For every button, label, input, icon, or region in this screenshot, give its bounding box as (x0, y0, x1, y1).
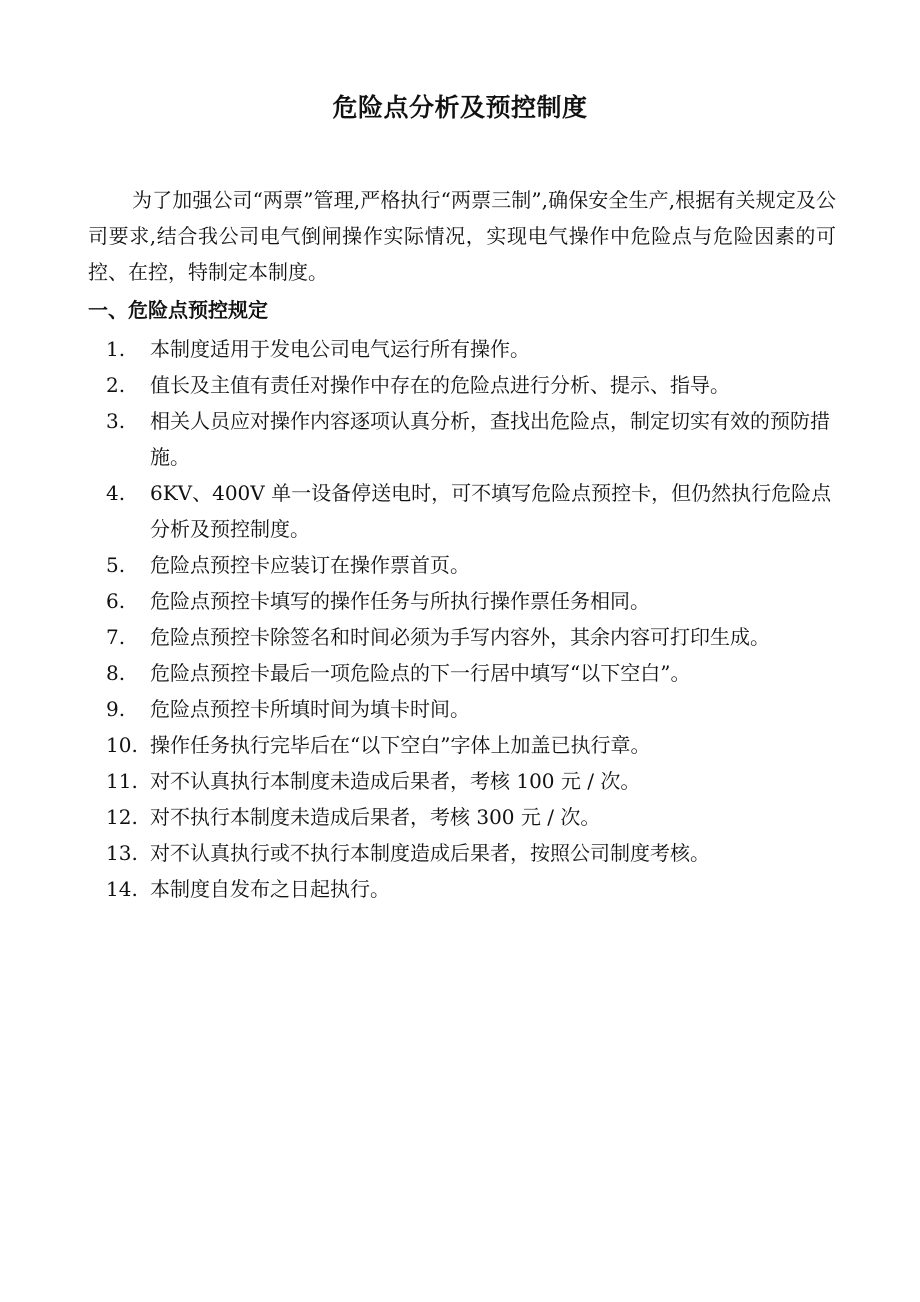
item-text: 危险点预控卡填写的操作任务与所执行操作票任务相同。 (150, 589, 650, 613)
item-number: 1. (106, 337, 126, 361)
list-item (88, 799, 836, 835)
item-text: 危险点预控卡除签名和时间必须为手写内容外，其余内容可打印生成。 (150, 625, 770, 649)
list-item (88, 691, 836, 727)
item-text: 危险点预控卡所填时间为填卡时间。 (150, 697, 470, 721)
document-title: 危险点分析及预控制度 (332, 93, 588, 122)
item-text: 本制度适用于发电公司电气运行所有操作。 (150, 337, 530, 361)
item-number: 14. (106, 877, 138, 901)
item-text: 6KV、400V 单一设备停送电时，可不填写危险点预控卡，但仍然执行危险点分析及预控制度。 (150, 481, 832, 541)
item-text: 对不认真执行或不执行本制度造成后果者，按照公司制度考核。 (150, 841, 710, 865)
item-number: 8. (106, 661, 126, 685)
list-item (88, 619, 836, 655)
item-number: 10. (106, 733, 138, 757)
item-text: 本制度自发布之日起执行。 (150, 877, 390, 901)
list-item (88, 403, 836, 475)
list-item (88, 367, 836, 403)
item-number: 7. (106, 625, 126, 649)
list-item (88, 871, 836, 907)
list-item (88, 727, 836, 763)
item-number: 13. (106, 841, 138, 865)
item-number: 6. (106, 589, 126, 613)
item-text: 操作任务执行完毕后在“以下空白”字体上加盖已执行章。 (150, 733, 651, 757)
item-text: 危险点预控卡应装订在操作票首页。 (150, 553, 470, 577)
item-text: 危险点预控卡最后一项危险点的下一行居中填写“以下空白”。 (150, 661, 691, 685)
item-number: 2. (106, 373, 126, 397)
item-text: 相关人员应对操作内容逐项认真分析，查找出危险点，制定切实有效的预防措施。 (150, 409, 830, 469)
list-item (88, 763, 836, 799)
list-item (88, 331, 836, 367)
list-item (88, 583, 836, 619)
section-heading: 一、危险点预控规定 (88, 298, 268, 322)
list-item (88, 655, 836, 691)
item-text: 值长及主值有责任对操作中存在的危险点进行分析、提示、指导。 (150, 373, 730, 397)
item-text: 对不执行本制度未造成后果者，考核 300 元 / 次。 (150, 805, 601, 829)
item-number: 12. (106, 805, 138, 829)
item-number: 3. (106, 409, 126, 433)
item-number: 5. (106, 553, 126, 577)
list-item (88, 475, 836, 547)
list-item (88, 547, 836, 583)
list-item (88, 835, 836, 871)
item-number: 9. (106, 697, 126, 721)
item-number: 4. (106, 481, 126, 505)
item-number: 11. (106, 769, 138, 793)
rules-list (88, 331, 836, 907)
intro-paragraph: 为了加强公司“两票”管理,严格执行“两票三制”,确保安全生产,根据有关规定及公司要求,结合我公司电气倒闸操作实际情况，实现电气操作中危险点与危险因素的可控、在控，特制定本制度。 (88, 188, 836, 284)
item-text: 对不认真执行本制度未造成后果者，考核 100 元 / 次。 (150, 769, 641, 793)
